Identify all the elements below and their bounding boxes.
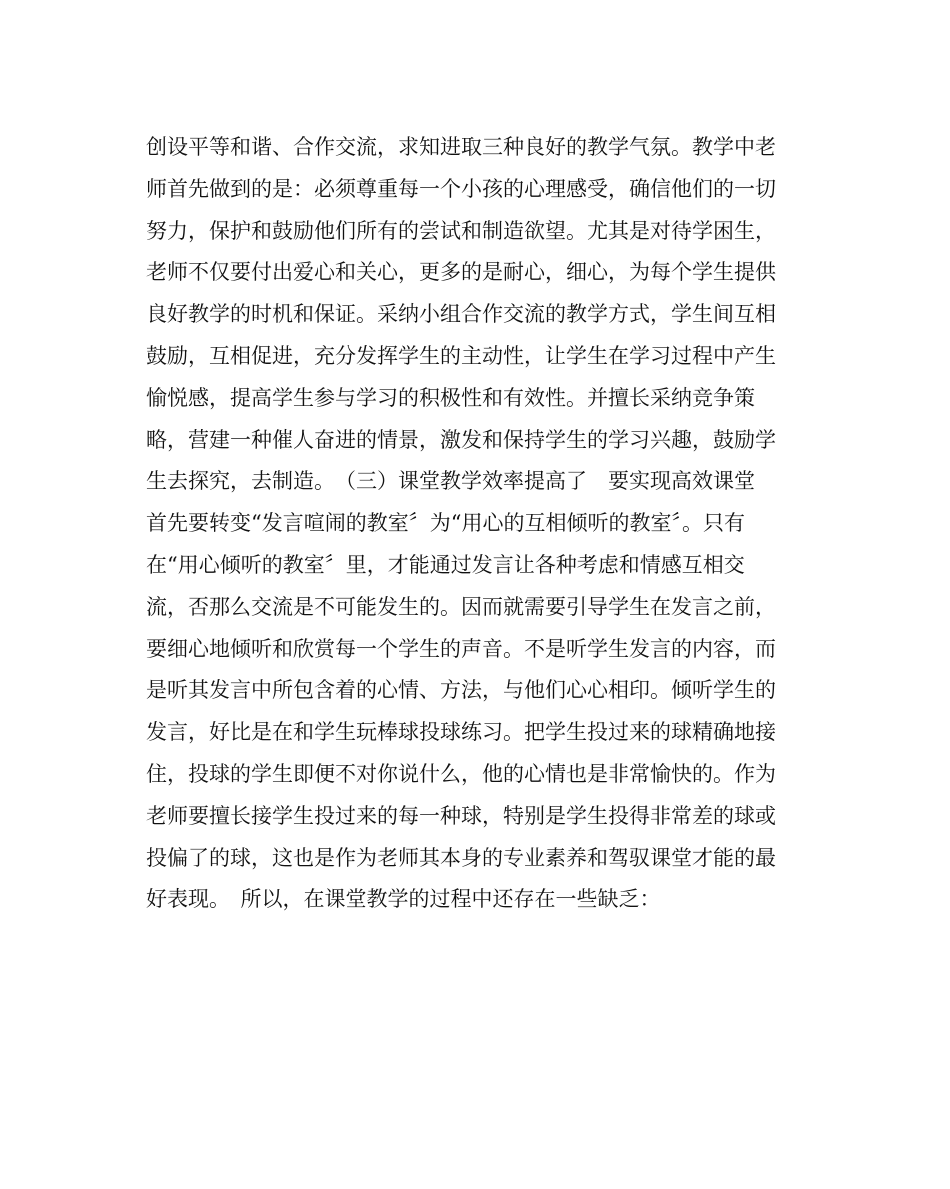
text-line: 良好教学的时机和保证。采纳小组合作交流的教学方式，学生间互相 [146,302,776,327]
text-line: 努力，保护和鼓励他们所有的尝试和制造欲望。尤其是对待学困生， [146,218,776,243]
text-line: 愉悦感，提高学生参与学习的积极性和有效性。并擅长采纳竞争策 [146,385,755,410]
text-line: 发言，好比是在和学生玩棒球投球练习。把学生投过来的球精确地接 [146,720,776,745]
text-line: 师首先做到的是：必须尊重每一个小孩的心理感受，确信他们的一切 [146,176,776,201]
text-line: 老师要擅长接学生投过来的每一种球，特别是学生投得非常差的球或 [146,803,776,828]
text-line: 略，营建一种催人奋进的情景，激发和保持学生的学习兴趣，鼓励学 [146,427,776,452]
text-line: 要细心地倾听和欣赏每一个学生的声音。不是听学生发言的内容，而 [146,636,776,661]
text-line: 流，否那么交流是不可能发生的。因而就需要引导学生在发言之前， [146,594,776,619]
text-line: 老师不仅要付出爱心和关心，更多的是耐心，细心，为每个学生提供 [146,260,776,285]
body-paragraph [146,127,826,921]
text-line: 首先要转变“发言喧闹的教室〞为“用心的互相倾听的教室〞。只有 [146,511,745,536]
text-line: 是听其发言中所包含着的心情、方法，与他们心心相印。倾听学生的 [146,678,776,703]
text-line: 创设平等和谐、合作交流，求知进取三种良好的教学气氛。教学中老 [146,135,776,159]
text-line: 生去探究，去制造。 （三）课堂教学效率提高了 要实现高效课堂 [146,469,755,494]
text-line: 好表现。 所以，在课堂教学的过程中还存在一些缺乏： [146,887,661,912]
text-line: 投偏了的球，这也是作为老师其本身的专业素养和驾驭课堂才能的最 [146,845,776,870]
text-line: 住，投球的学生即便不对你说什么，他的心情也是非常愉快的。作为 [146,761,776,786]
text-line: 在“用心倾听的教室〞里，才能通过发言让各种考虑和情感互相交 [146,552,745,577]
text-line: 鼓励，互相促进，充分发挥学生的主动性，让学生在学习过程中产生 [146,343,776,368]
